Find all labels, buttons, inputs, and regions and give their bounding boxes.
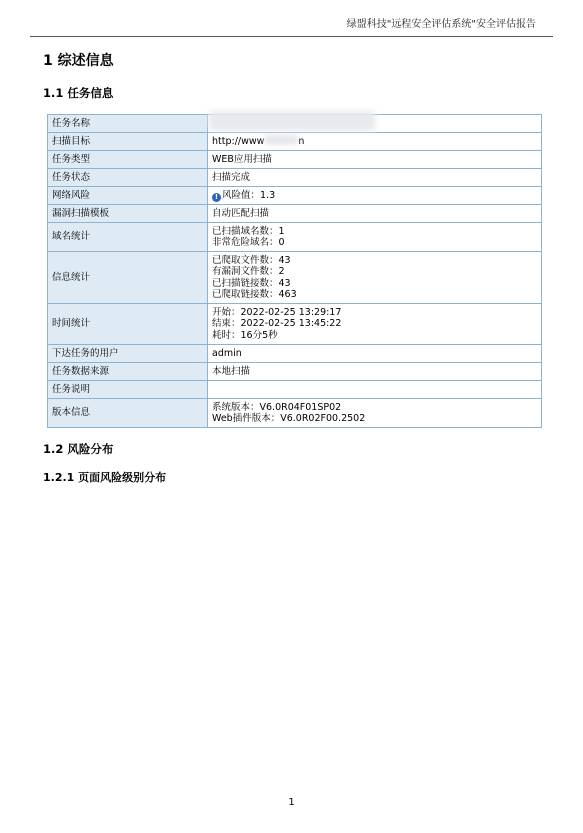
value-line: WEB应用扫描 xyxy=(212,153,272,165)
row-label: 任务状态 xyxy=(48,169,208,187)
row-label: 版本信息 xyxy=(48,399,208,428)
row-label: 任务类型 xyxy=(48,151,208,169)
row-label: 信息统计 xyxy=(48,252,208,304)
row-value xyxy=(208,381,542,399)
risk-value xyxy=(212,190,537,202)
row-label: 任务说明 xyxy=(48,381,208,399)
row-value xyxy=(208,304,542,345)
row-value xyxy=(208,151,542,169)
value-line: 已扫描链接数：43 xyxy=(212,277,291,289)
header-divider xyxy=(30,36,553,37)
task-name-redaction xyxy=(208,111,376,131)
value-line: 已爬取文件数：43 xyxy=(212,254,291,266)
value-line: 结束：2022-02-25 13:45:22 xyxy=(212,318,342,330)
row-label: 任务数据来源 xyxy=(48,363,208,381)
table-row xyxy=(48,304,542,345)
task-info-table xyxy=(47,114,542,428)
table-row xyxy=(48,187,542,205)
table-row xyxy=(48,169,542,187)
table-row xyxy=(48,133,542,151)
table-row xyxy=(48,363,542,381)
table-row xyxy=(48,381,542,399)
value-line: 耗时：16分5秒 xyxy=(212,329,278,341)
row-value xyxy=(208,205,542,223)
row-value xyxy=(208,223,542,252)
row-label: 时间统计 xyxy=(48,304,208,345)
section-heading-task-info: 1.1 任务信息 xyxy=(43,86,114,100)
value-line: Web插件版本：V6.0R02F00.2502 xyxy=(212,413,366,424)
row-label: 扫描目标 xyxy=(48,133,208,151)
table-row xyxy=(48,399,542,428)
row-value xyxy=(208,345,542,363)
table-row xyxy=(48,345,542,363)
row-value xyxy=(208,133,542,151)
scan-target-url xyxy=(212,135,537,148)
row-value xyxy=(208,399,542,428)
value-line: admin xyxy=(212,347,242,359)
row-label: 任务名称 xyxy=(48,115,208,133)
url-prefix: http://www xyxy=(212,136,265,148)
section-heading-overview: 1 综述信息 xyxy=(43,53,114,69)
risk-text: 风险值：1.3 xyxy=(222,189,276,201)
row-label: 域名统计 xyxy=(48,223,208,252)
value-line: 已扫描域名数：1 xyxy=(212,225,285,237)
table-row xyxy=(48,151,542,169)
row-value xyxy=(208,187,542,205)
value-line: 有漏洞文件数：2 xyxy=(212,266,285,277)
url-suffix: n xyxy=(298,136,305,148)
value-line: 本地扫描 xyxy=(212,365,251,377)
value-line: 非常危险域名：0 xyxy=(212,237,285,248)
row-label: 下达任务的用户 xyxy=(48,345,208,363)
page-number: 1 xyxy=(288,797,295,808)
section-heading-page-risk-levels: 1.2.1 页面风险级别分布 xyxy=(43,471,167,484)
row-value xyxy=(208,169,542,187)
report-header-title: 绿盟科技"远程安全评估系统"安全评估报告 xyxy=(346,19,536,30)
table-row xyxy=(48,223,542,252)
row-label: 漏洞扫描模板 xyxy=(48,205,208,223)
value-line: 已爬取链接数：463 xyxy=(212,289,297,300)
value-line: 自动匹配扫描 xyxy=(212,207,270,219)
row-label: 网络风险 xyxy=(48,187,208,205)
section-heading-risk-distribution: 1.2 风险分布 xyxy=(43,442,114,456)
info-alert-icon: ! xyxy=(212,193,221,202)
row-value xyxy=(208,363,542,381)
redaction-blur xyxy=(264,135,298,145)
value-line: 扫描完成 xyxy=(212,171,251,183)
value-line: 开始：2022-02-25 13:29:17 xyxy=(212,306,342,318)
table-row xyxy=(48,205,542,223)
value-line: 系统版本：V6.0R04F01SP02 xyxy=(212,401,342,413)
row-value xyxy=(208,252,542,304)
table-row xyxy=(48,252,542,304)
